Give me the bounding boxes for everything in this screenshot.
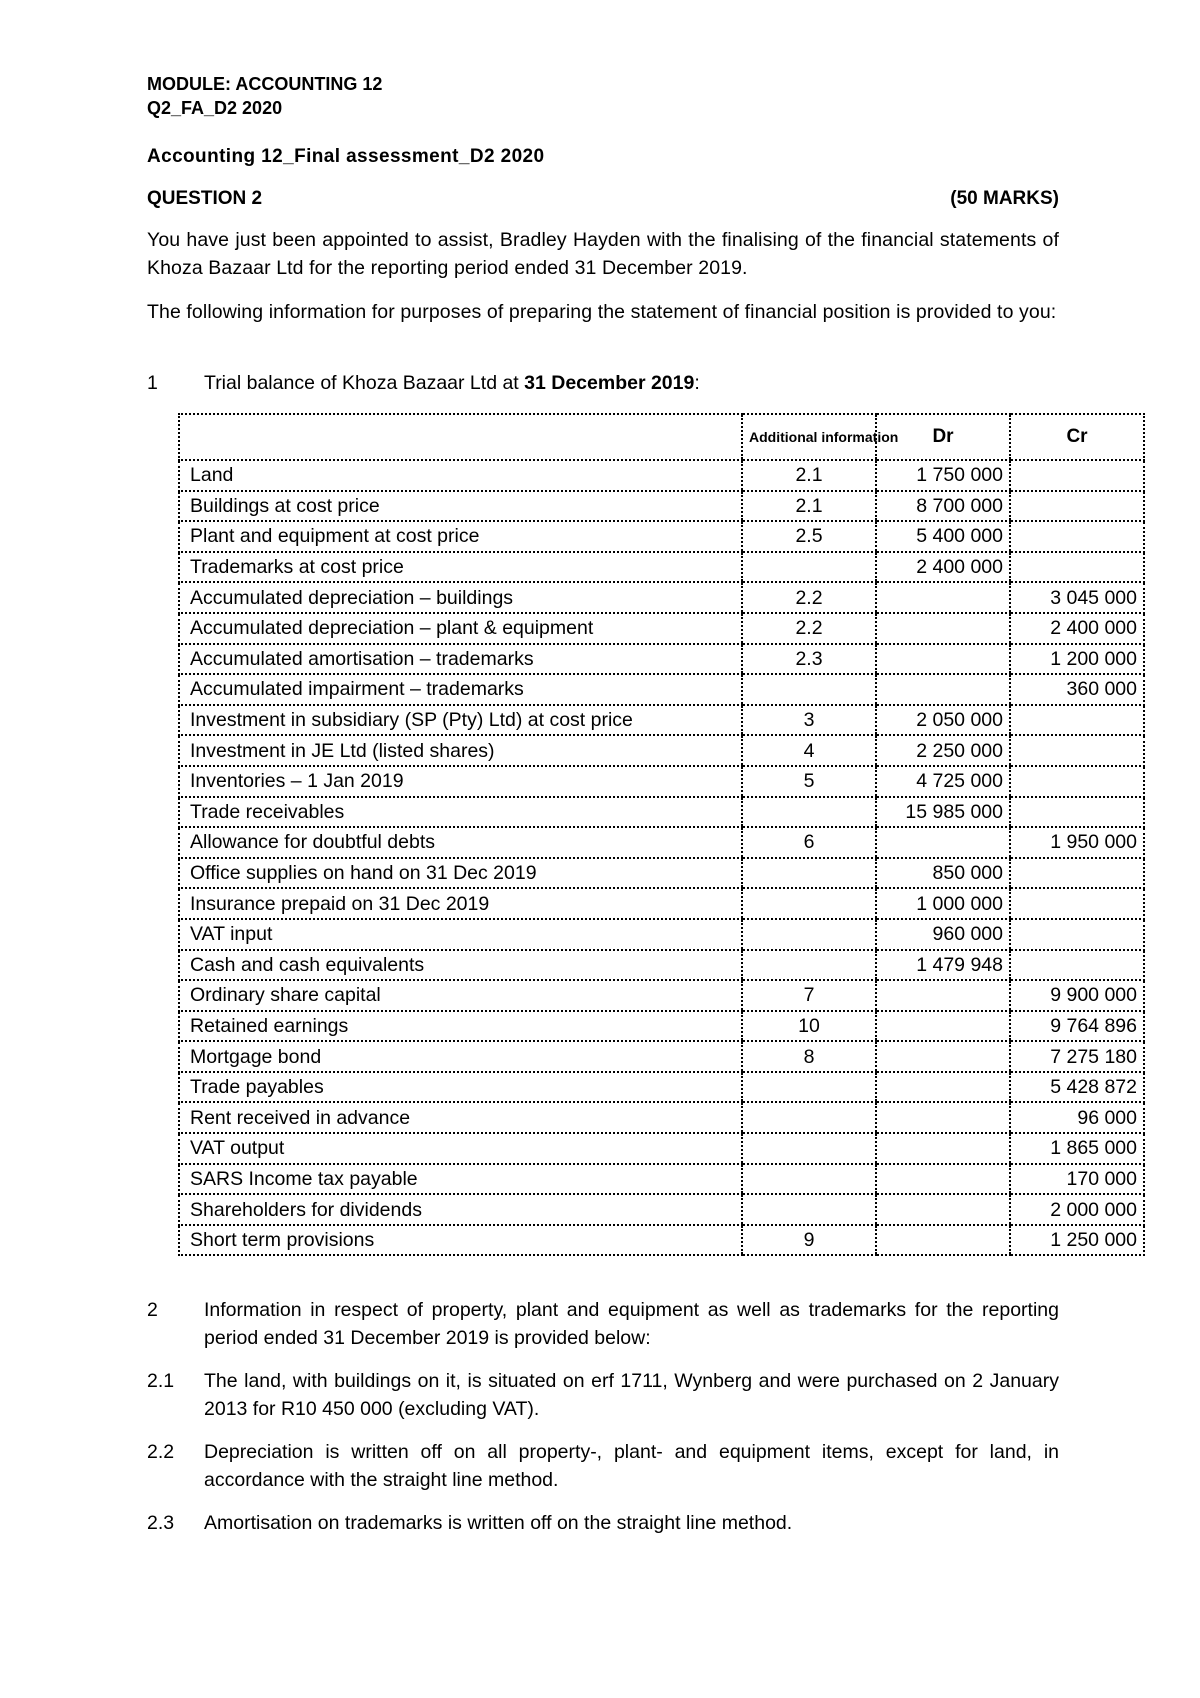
account-name: Trademarks at cost price [179,552,742,583]
question-heading [147,188,1059,210]
credit-amount [1010,950,1144,981]
account-name: Investment in JE Ltd (listed shares) [179,735,742,766]
debit-amount [876,644,1010,675]
account-name: Office supplies on hand on 31 Dec 2019 [179,858,742,889]
credit-amount: 1 950 000 [1010,827,1144,858]
additional-info-ref [742,797,876,828]
intro-paragraph-2: The following information for purposes of preparing the statement of financial position is provided to you: [147,301,1057,323]
debit-amount [876,980,1010,1011]
account-name: SARS Income tax payable [179,1164,742,1195]
additional-info-ref: 3 [742,705,876,736]
account-name: Retained earnings [179,1011,742,1042]
additional-info-ref: 2.1 [742,460,876,491]
additional-info-ref: 5 [742,766,876,797]
debit-amount [876,1225,1010,1256]
additional-info-ref: 6 [742,827,876,858]
table-row [179,858,1144,889]
credit-amount: 9 764 896 [1010,1011,1144,1042]
question-marks: (50 MARKS) [950,188,1059,209]
additional-info-ref [742,950,876,981]
item-2-3-number: 2.3 [147,1512,175,1534]
credit-amount [1010,919,1144,950]
additional-info-ref: 2.2 [742,613,876,644]
header-cr: Cr [1010,414,1144,460]
account-name: VAT output [179,1133,742,1164]
debit-amount: 1 750 000 [876,460,1010,491]
header-description [179,414,742,460]
table-row [179,613,1144,644]
question-label: QUESTION 2 [147,188,263,209]
credit-amount: 7 275 180 [1010,1041,1144,1072]
debit-amount: 2 400 000 [876,552,1010,583]
account-name: Accumulated impairment – trademarks [179,674,742,705]
table-row [179,1225,1144,1256]
item-2-2-number: 2.2 [147,1441,175,1463]
debit-amount [876,1041,1010,1072]
item-1-text-prefix: Trial balance of Khoza Bazaar Ltd at [204,372,525,394]
item-2-3-text: Amortisation on trademarks is written off on the straight line method. [204,1512,793,1534]
item-2-1-text: The land, with buildings on it, is situated on erf 1711, Wynberg and were purchased on 2 January 2013 for R10 450 000 (excluding VAT). [204,1370,1059,1420]
debit-amount: 15 985 000 [876,797,1010,828]
debit-amount: 960 000 [876,919,1010,950]
account-name: Trade receivables [179,797,742,828]
account-name: Insurance prepaid on 31 Dec 2019 [179,888,742,919]
account-name: Short term provisions [179,1225,742,1256]
credit-amount [1010,888,1144,919]
credit-amount [1010,491,1144,522]
account-name: Accumulated depreciation – buildings [179,582,742,613]
credit-amount [1010,766,1144,797]
debit-amount: 1 000 000 [876,888,1010,919]
item-2-3 [147,1509,1059,1537]
account-name: Rent received in advance [179,1102,742,1133]
table-row [179,674,1144,705]
debit-amount [876,1072,1010,1103]
table-row [179,919,1144,950]
debit-amount [876,613,1010,644]
account-name: Cash and cash equivalents [179,950,742,981]
additional-info-ref [742,1133,876,1164]
debit-amount [876,1133,1010,1164]
credit-amount: 170 000 [1010,1164,1144,1195]
item-2-1 [147,1367,1059,1423]
additional-info-ref: 8 [742,1041,876,1072]
table-row [179,950,1144,981]
debit-amount [876,827,1010,858]
header-additional-information: Additional information [742,414,876,460]
credit-amount [1010,460,1144,491]
additional-info-ref [742,674,876,705]
table-row [179,552,1144,583]
account-name: Plant and equipment at cost price [179,521,742,552]
credit-amount [1010,552,1144,583]
credit-amount [1010,797,1144,828]
credit-amount [1010,858,1144,889]
account-name: Accumulated depreciation – plant & equipment [179,613,742,644]
debit-amount: 1 479 948 [876,950,1010,981]
table-row [179,521,1144,552]
credit-amount [1010,705,1144,736]
account-name: Trade payables [179,1072,742,1103]
additional-info-ref [742,1194,876,1225]
module-code: Q2_FA_D2 2020 [147,98,283,118]
additional-info-ref [742,1164,876,1195]
table-row [179,1011,1144,1042]
additional-info-ref [742,858,876,889]
debit-amount: 8 700 000 [876,491,1010,522]
debit-amount: 2 050 000 [876,705,1010,736]
additional-info-ref [742,888,876,919]
table-row [179,1164,1144,1195]
credit-amount: 360 000 [1010,674,1144,705]
credit-amount [1010,521,1144,552]
additional-info-ref: 2.5 [742,521,876,552]
table-row [179,888,1144,919]
additional-info-ref [742,1072,876,1103]
account-name: Mortgage bond [179,1041,742,1072]
debit-amount [876,1194,1010,1225]
additional-info-ref: 9 [742,1225,876,1256]
account-name: Inventories – 1 Jan 2019 [179,766,742,797]
credit-amount: 1 865 000 [1010,1133,1144,1164]
table-row [179,1133,1144,1164]
credit-amount: 9 900 000 [1010,980,1144,1011]
account-name: Ordinary share capital [179,980,742,1011]
account-name: VAT input [179,919,742,950]
account-name: Buildings at cost price [179,491,742,522]
table-row [179,827,1144,858]
credit-amount: 1 250 000 [1010,1225,1144,1256]
table-row [179,766,1144,797]
additional-info-ref: 2.1 [742,491,876,522]
credit-amount: 2 400 000 [1010,613,1144,644]
credit-amount: 5 428 872 [1010,1072,1144,1103]
debit-amount: 2 250 000 [876,735,1010,766]
account-name: Investment in subsidiary (SP (Pty) Ltd) at cost price [179,705,742,736]
module-header: MODULE: ACCOUNTING 12 [147,74,383,94]
item-2-2 [147,1438,1059,1494]
table-row [179,705,1144,736]
table-row [179,1072,1144,1103]
additional-info-ref: 2.3 [742,644,876,675]
debit-amount [876,1164,1010,1195]
item-2-number: 2 [147,1299,158,1321]
credit-amount: 96 000 [1010,1102,1144,1133]
additional-info-ref: 2.2 [742,582,876,613]
item-2 [147,1296,1059,1352]
credit-amount: 1 200 000 [1010,644,1144,675]
additional-info-ref [742,1102,876,1133]
debit-amount [876,674,1010,705]
additional-info-ref [742,552,876,583]
item-2-text: Information in respect of property, plant and equipment as well as trademarks for the reporting period ended 31 December 2019 is provided below: [204,1299,1059,1349]
table-row [179,582,1144,613]
account-name: Allowance for doubtful debts [179,827,742,858]
item-2-1-number: 2.1 [147,1370,175,1392]
table-row [179,1102,1144,1133]
item-1-text-suffix: : [694,372,700,394]
credit-amount: 2 000 000 [1010,1194,1144,1225]
table-row [179,644,1144,675]
additional-info-ref [742,919,876,950]
trial-balance-table [178,413,1145,1256]
item-2-2-text: Depreciation is written off on all property-, plant- and equipment items, except for land, in accordance with the straight line method. [204,1441,1059,1491]
table-row [179,1194,1144,1225]
credit-amount [1010,735,1144,766]
intro-paragraph-1: You have just been appointed to assist, Bradley Hayden with the finalising of the financial statements of Khoza Bazaar Ltd for the reporting period ended 31 December 2019. [147,229,1059,279]
table-row [179,1041,1144,1072]
additional-info-ref: 10 [742,1011,876,1042]
table-row [179,797,1144,828]
item-1-heading [147,369,700,397]
table-row [179,980,1144,1011]
additional-info-ref: 7 [742,980,876,1011]
account-name: Shareholders for dividends [179,1194,742,1225]
trial-balance-header-row [179,414,1144,460]
debit-amount [876,1102,1010,1133]
item-1-number: 1 [147,372,158,394]
table-row [179,735,1144,766]
debit-amount [876,582,1010,613]
account-name: Accumulated amortisation – trademarks [179,644,742,675]
debit-amount: 850 000 [876,858,1010,889]
debit-amount [876,1011,1010,1042]
table-row [179,460,1144,491]
header-dr: Dr [876,414,1010,460]
debit-amount: 5 400 000 [876,521,1010,552]
trial-balance-body [179,460,1144,1255]
credit-amount: 3 045 000 [1010,582,1144,613]
table-row [179,491,1144,522]
debit-amount: 4 725 000 [876,766,1010,797]
additional-info-ref: 4 [742,735,876,766]
account-name: Land [179,460,742,491]
document-title: Accounting 12_Final assessment_D2 2020 [147,146,545,167]
item-1-text-bold: 31 December 2019 [524,372,695,394]
